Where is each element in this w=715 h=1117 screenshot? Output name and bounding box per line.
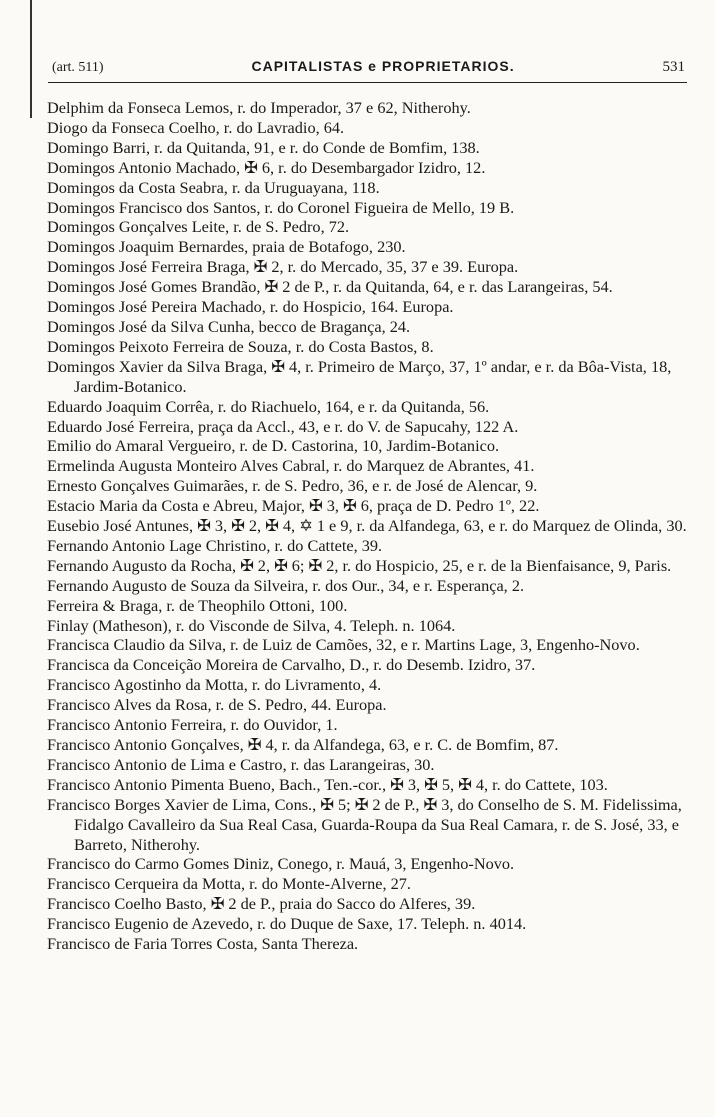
- directory-entry: Francisco do Carmo Gomes Diniz, Conego, r. Mauá, 3, Engenho-Novo.: [47, 854, 515, 874]
- page-header: [52, 58, 685, 76]
- directory-entry: Eduardo José Ferreira, praça da Accl., 43, e r. do V. de Sapucahy, 122 A.: [47, 416, 519, 436]
- directory-entry: Domingos Peixoto Ferreira de Souza, r. do Costa Bastos, 8.: [47, 336, 434, 356]
- directory-entry: Francisco Antonio de Lima e Castro, r. das Larangeiras, 30.: [47, 754, 435, 774]
- directory-entry: Fernando Augusto de Souza da Silveira, r. dos Our., 34, e r. Esperança, 2.: [47, 575, 525, 595]
- directory-entry: Diogo da Fonseca Coelho, r. do Lavradio, 64.: [47, 117, 345, 137]
- directory-entry: Finlay (Matheson), r. do Visconde de Silva, 4. Teleph. n. 1064.: [47, 615, 456, 635]
- directory-entry: Domingos José Gomes Brandão, ✠ 2 de P., r. da Quitanda, 64, e r. das Larangeiras, 54.: [47, 277, 613, 297]
- directory-entry: Francisco Eugenio de Azevedo, r. do Duque de Saxe, 17. Teleph. n. 4014.: [47, 914, 527, 934]
- directory-entry: Fernando Augusto da Rocha, ✠ 2, ✠ 6; ✠ 2, r. do Hospicio, 25, e r. de la Bienfaisance, 9, Paris.: [47, 555, 672, 575]
- directory-entry: Domingos da Costa Seabra, r. da Uruguayana, 118.: [47, 177, 380, 197]
- directory-entry: Estacio Maria da Costa e Abreu, Major, ✠ 3, ✠ 6, praça de D. Pedro 1º, 22.: [47, 496, 540, 516]
- directory-entry: Domingos Francisco dos Santos, r. do Coronel Figueira de Mello, 19 B.: [47, 197, 515, 217]
- directory-entry: Francisca da Conceição Moreira de Carvalho, D., r. do Desemb. Izidro, 37.: [47, 655, 536, 675]
- directory-entry: Domingos José da Silva Cunha, becco de Bragança, 24.: [47, 316, 411, 336]
- section-title: CAPITALISTAS e PROPRIETARIOS.: [251, 58, 515, 74]
- directory-entry: Francisco Borges Xavier de Lima, Cons., ✠ 5; ✠ 2 de P., ✠ 3, do Conselho de S. M. Fidelissima, Fidalgo Cavalleiro da Sua Real Casa, Guarda-Roupa da Sua Real Camara, r. de S. José, 33, e Barreto, Nitherohy.: [47, 794, 682, 854]
- directory-entry: Emilio do Amaral Vergueiro, r. de D. Castorina, 10, Jardim-Botanico.: [47, 436, 500, 456]
- directory-entry: Francisco Coelho Basto, ✠ 2 de P., praia do Sacco do Alferes, 39.: [47, 894, 476, 914]
- directory-entry: Francisco Alves da Rosa, r. de S. Pedro, 44. Europa.: [47, 695, 387, 715]
- directory-entry: Francisco Antonio Pimenta Bueno, Bach., Ten.-cor., ✠ 3, ✠ 5, ✠ 4, r. do Cattete, 103.: [47, 774, 608, 794]
- directory-entry: Fernando Antonio Lage Christino, r. do Cattete, 39.: [47, 535, 383, 555]
- directory-entry: Domingos Gonçalves Leite, r. de S. Pedro, 72.: [47, 217, 350, 237]
- directory-listing: [47, 98, 687, 954]
- directory-entry: Domingos Joaquim Bernardes, praia de Botafogo, 230.: [47, 237, 406, 257]
- directory-entry: Domingos José Pereira Machado, r. do Hospicio, 164. Europa.: [47, 297, 454, 317]
- directory-entry: Ferreira & Braga, r. de Theophilo Ottoni, 100.: [47, 595, 348, 615]
- directory-entry: Ernesto Gonçalves Guimarães, r. de S. Pedro, 36, e r. de José de Alencar, 9.: [47, 476, 538, 496]
- directory-entry: Francisco Cerqueira da Motta, r. do Monte-Alverne, 27.: [47, 874, 411, 894]
- margin-line: [30, 0, 32, 118]
- directory-entry: Francisco Antonio Ferreira, r. do Ouvidor, 1.: [47, 715, 338, 735]
- directory-entry: Francisco Agostinho da Motta, r. do Livramento, 4.: [47, 675, 382, 695]
- directory-entry: Eusebio José Antunes, ✠ 3, ✠ 2, ✠ 4, ✡ 1 e 9, r. da Alfandega, 63, e r. do Marquez de Olinda, 30.: [47, 516, 687, 536]
- directory-entry: Domingos Antonio Machado, ✠ 6, r. do Desembargador Izidro, 12.: [47, 157, 486, 177]
- directory-entry: Domingos José Ferreira Braga, ✠ 2, r. do Mercado, 35, 37 e 39. Europa.: [47, 257, 519, 277]
- directory-entry: Domingos Xavier da Silva Braga, ✠ 4, r. Primeiro de Março, 37, 1º andar, e r. da Bôa-Vista, 18, Jardim-Botanico.: [47, 356, 672, 396]
- directory-entry: Eduardo Joaquim Corrêa, r. do Riachuelo, 164, e r. da Quitanda, 56.: [47, 396, 490, 416]
- page-number: 531: [662, 59, 685, 75]
- directory-entry: Ermelinda Augusta Monteiro Alves Cabral, r. do Marquez de Abrantes, 41.: [47, 456, 535, 476]
- directory-entry: Domingo Barri, r. da Quitanda, 91, e r. do Conde de Bomfim, 138.: [47, 137, 480, 157]
- header-divider: [48, 82, 687, 83]
- article-reference: (art. 511): [52, 60, 104, 75]
- directory-entry: Francisco de Faria Torres Costa, Santa Thereza.: [47, 934, 359, 954]
- directory-entry: Francisco Antonio Gonçalves, ✠ 4, r. da Alfandega, 63, e r. C. de Bomfim, 87.: [47, 735, 559, 754]
- directory-entry: Delphim da Fonseca Lemos, r. do Imperador, 37 e 62, Nitherohy.: [47, 98, 471, 117]
- directory-entry: Francisca Claudio da Silva, r. de Luiz de Camões, 32, e r. Martins Lage, 3, Engenho-Novo.: [47, 635, 640, 655]
